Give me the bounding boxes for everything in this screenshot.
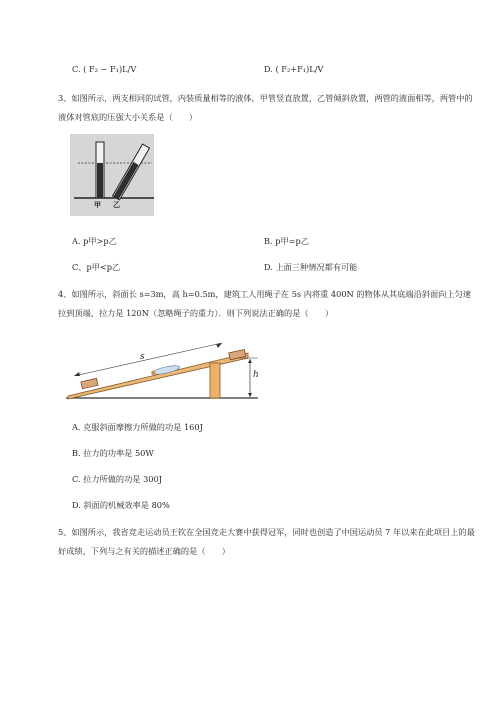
q3-option-a: A. p甲>p乙 [72, 236, 117, 246]
q4-stem: 4、如图所示，斜面长 s=3m，高 h=0.5m，建筑工人用绳子在 5s 内将重 400N 的物体从其底端沿斜面向上匀速拉到顶端，拉力是 120N（忽略绳子的重力）．则下列说法正确的是（ ） [58, 289, 471, 318]
q4-option-a: A. 克服斜面摩擦力所做的功是 160J [72, 422, 203, 432]
q3-test-tube-figure [70, 134, 154, 216]
q5-stem: 5、如图所示，我省竞走运动员王钦在全国竞走大赛中获得冠军，同时也创造了中国运动员 7 年以来在此项目上的最好成绩，下列与之有关的描述正确的是（ ） [58, 527, 475, 556]
q3-option-c: C、p甲<p乙 [72, 262, 121, 272]
q3-option-b: B. p甲=p乙 [264, 236, 309, 246]
q2-option-d: D. ( F₂+F₁)L/V [264, 64, 324, 74]
q3-option-d: D. 上面三种情况都有可能 [264, 262, 358, 272]
q4-option-c: C. 拉力所做的功是 300J [72, 474, 163, 484]
q3-label-yi: 乙 [113, 200, 120, 209]
q4-label-s: s [140, 352, 145, 362]
q3-label-jia: 甲 [94, 200, 101, 209]
q2-option-c: C. ( F₂ − F₁)L/V [72, 64, 137, 74]
q3-stem: 3、如图所示，两支相同的试管，内装质量相等的液体，甲管竖直放置，乙管倾斜放置，两管的液面相等，两管中的液体对管底的压强大小关系是（ ） [58, 93, 473, 122]
q4-option-d: D. 斜面的机械效率是 80% [72, 500, 170, 510]
q4-option-b: B. 拉力的功率是 50W [72, 448, 154, 458]
q4-label-h: h [253, 370, 259, 380]
q4-incline-figure [62, 336, 262, 402]
